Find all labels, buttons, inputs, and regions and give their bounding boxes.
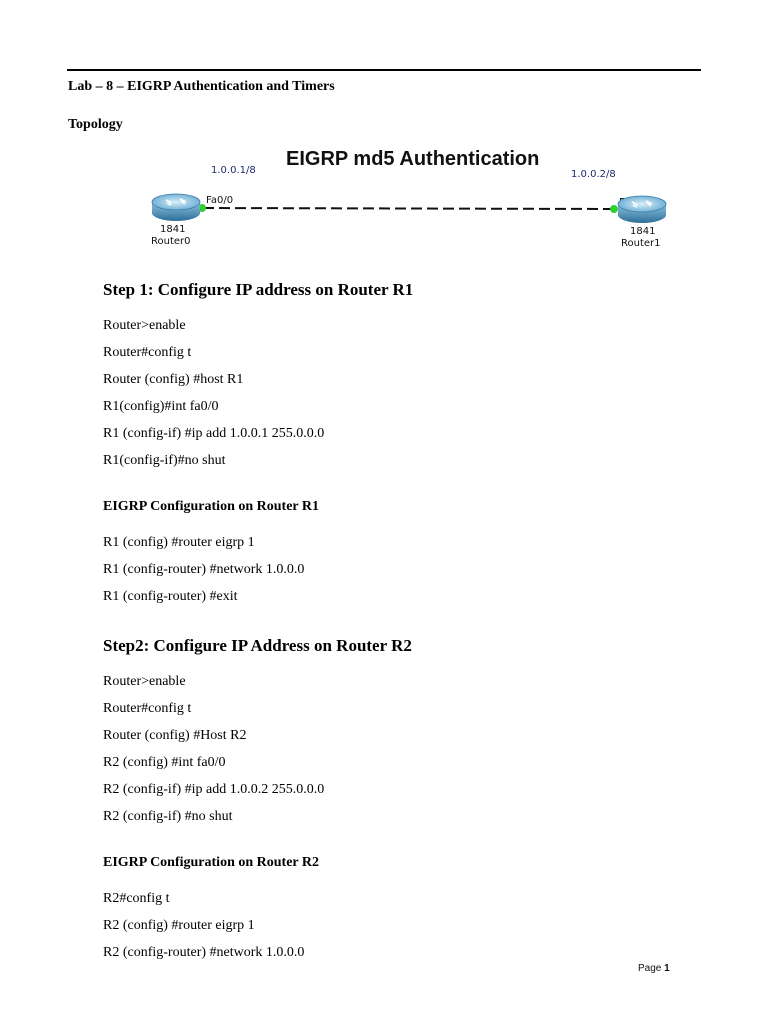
- eigrp-r2-command: R2#config t: [103, 891, 170, 906]
- step2-command: R2 (config-if) #ip add 1.0.0.2 255.0.0.0: [103, 782, 325, 797]
- eigrp-r1-command: R1 (config) #router eigrp 1: [103, 535, 255, 550]
- step2-command: Router>enable: [103, 674, 186, 689]
- router1-name: Router1: [621, 238, 661, 249]
- diagram-title: EIGRP md5 Authentication: [286, 148, 540, 170]
- step2-command: Router#config t: [103, 701, 192, 716]
- eigrp-r1-command: R1 (config-router) #exit: [103, 589, 238, 604]
- router1-icon: [618, 196, 666, 223]
- step2-command: R2 (config-if) #no shut: [103, 809, 233, 824]
- left-ip-label: 1.0.0.1/8: [211, 165, 256, 176]
- step1-command: Router#config t: [103, 345, 192, 360]
- step2-command: Router (config) #Host R2: [103, 728, 247, 743]
- header-rule: [67, 69, 701, 71]
- right-link-dot: [610, 205, 618, 213]
- topology-label: Topology: [68, 117, 123, 132]
- step1-command: Router (config) #host R1: [103, 372, 244, 387]
- eigrp-r1-heading: EIGRP Configuration on Router R1: [103, 499, 319, 514]
- eigrp-r2-heading: EIGRP Configuration on Router R2: [103, 855, 319, 870]
- link-cable: [203, 208, 613, 209]
- eigrp-r2-command: R2 (config) #router eigrp 1: [103, 918, 255, 933]
- step2-heading: Step2: Configure IP Address on Router R2: [103, 636, 412, 655]
- page-number-value: 1: [664, 963, 670, 974]
- eigrp-r1-command: R1 (config-router) #network 1.0.0.0: [103, 562, 305, 577]
- step1-heading: Step 1: Configure IP address on Router R1: [103, 280, 414, 299]
- step1-command: Router>enable: [103, 318, 186, 333]
- router0-icon: [152, 194, 200, 221]
- router1-model: 1841: [630, 226, 656, 237]
- router0-model: 1841: [160, 224, 186, 235]
- right-ip-label: 1.0.0.2/8: [571, 169, 616, 180]
- left-port-label: Fa0/0: [206, 195, 234, 206]
- router0-name: Router0: [151, 236, 191, 247]
- step1-command: R1(config-if)#no shut: [103, 453, 226, 468]
- lab-title: Lab – 8 – EIGRP Authentication and Timers: [68, 79, 335, 94]
- page-number: [638, 963, 670, 974]
- step1-command: R1(config)#int fa0/0: [103, 399, 219, 414]
- page-label: Page: [638, 963, 662, 974]
- step2-command: R2 (config) #int fa0/0: [103, 755, 226, 770]
- eigrp-r2-command: R2 (config-router) #network 1.0.0.0: [103, 945, 305, 960]
- step1-command: R1 (config-if) #ip add 1.0.0.1 255.0.0.0: [103, 426, 325, 441]
- topology-diagram: [140, 140, 680, 255]
